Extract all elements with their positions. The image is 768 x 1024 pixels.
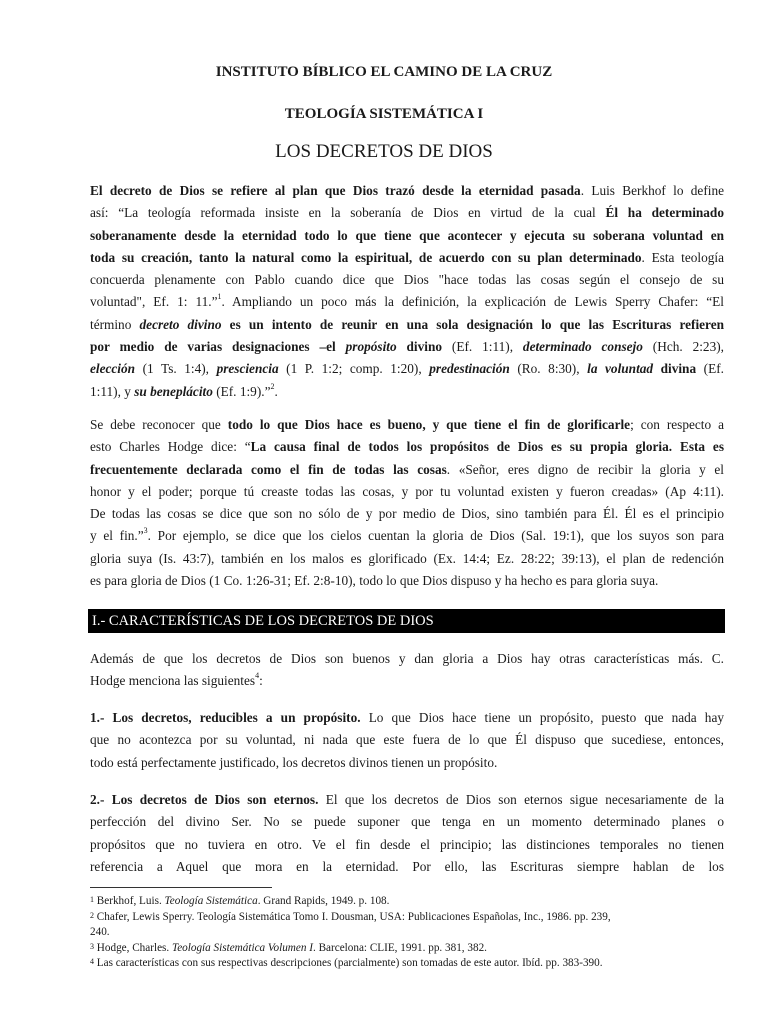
text: concuerda plenamente con Pablo cuando dice que Dios "hace todas las cosas según el consejo de su bbox=[90, 272, 724, 288]
text: (Ro. 8:30), bbox=[509, 361, 588, 377]
bold-italic-text: predestinación bbox=[429, 361, 510, 377]
text: que no acontezca por su voluntad, ni nada que este fuera de lo que Él dispuso que sucediese, entonces, bbox=[90, 732, 724, 748]
footnote-ref: 1 bbox=[217, 292, 222, 302]
text: . Grand Rapids, 1949. p. 108. bbox=[257, 895, 390, 907]
text: Berkhof, Luis. bbox=[94, 895, 165, 907]
bold-italic-text: su beneplácito bbox=[134, 383, 213, 399]
text: Las características con sus respectivas descripciones (parcialmente) son tomadas de este autor. Ibíd. pp. 383-390. bbox=[94, 957, 603, 970]
paragraph-glory-of-god bbox=[90, 414, 724, 592]
bold-text: 2.- Los decretos de Dios son eternos. bbox=[90, 792, 319, 807]
text: (Ef. 1:9).” bbox=[212, 383, 271, 399]
footnote-ref: 3 bbox=[143, 526, 148, 536]
text: El que los decretos de Dios son eternos sigue necesariamente de la bbox=[318, 792, 724, 807]
text: es para gloria de Dios (1 Co. 1:26-31; Ef. 2:8-10), todo lo que Dios dispuso y ha hecho es para gloria suya. bbox=[90, 573, 659, 589]
paragraph-decree-definition bbox=[90, 180, 724, 403]
text: referencia a Aquel que mora en la eternidad. Por ello, las Escrituras siempre hablan de los bbox=[90, 858, 724, 874]
text: . Esta teología bbox=[641, 249, 724, 265]
text: . Luis Berkhof lo define bbox=[580, 183, 724, 198]
text: . Barcelona: CLIE, 1991. pp. 381, 382. bbox=[312, 941, 487, 954]
text: . bbox=[274, 383, 278, 399]
footnote-divider bbox=[90, 887, 272, 888]
bold-text: soberanamente desde la eternidad todo lo que tiene que acontecer y ejecuta su soberana voluntad en bbox=[90, 227, 724, 243]
italic-text: Teología Sistemática bbox=[164, 895, 258, 907]
text: . Por ejemplo, se dice que los cielos cuentan la gloria de Dios (Sal. 19:1), que los suyos son para bbox=[147, 528, 724, 544]
footnote-3 bbox=[90, 941, 730, 957]
paragraph-characteristic-2 bbox=[90, 789, 724, 878]
paragraph-characteristic-1 bbox=[90, 707, 724, 774]
bold-text: divino bbox=[396, 339, 443, 355]
text: (Hch. 2:23), bbox=[642, 339, 724, 355]
page-title: LOS DECRETOS DE DIOS bbox=[275, 141, 493, 162]
text: De todas las cosas se dice que son no sólo de y por medio de Dios, sino también para Él. Él es el principio bbox=[90, 506, 724, 522]
footnote-number: 1 bbox=[90, 895, 94, 904]
bold-italic-text: presciencia bbox=[216, 361, 279, 377]
footnote-4 bbox=[90, 956, 730, 972]
text: todo está perfectamente justificado, los decretos divinos tienen un propósito. bbox=[90, 754, 498, 770]
text: Además de que los decretos de Dios son buenos y dan gloria a Dios hay otras características más. C. bbox=[90, 651, 724, 666]
text: término bbox=[90, 316, 140, 332]
text: (Ef. bbox=[696, 361, 724, 377]
text: así: “La teología reformada insiste en la soberanía de Dios en virtud de la cual bbox=[90, 205, 606, 221]
text: voluntad", Ef. 1: 11.” bbox=[90, 294, 218, 310]
bold-text: Él ha determinado bbox=[605, 205, 724, 221]
text: Chafer, Lewis Sperry. Teología Sistemática Tomo I. Dousman, USA: Publicaciones Españolas, Inc., 1986. pp. 239, bbox=[94, 910, 611, 923]
footnote-1 bbox=[90, 894, 730, 910]
text: : bbox=[259, 673, 263, 689]
institute-title: INSTITUTO BÍBLICO EL CAMINO DE LA CRUZ bbox=[215, 64, 553, 80]
footnote-2-continuation bbox=[90, 925, 730, 941]
text: Hodge, Charles. bbox=[94, 941, 172, 954]
bold-text: es un intento de reunir en una sola designación lo que las Escrituras refieren bbox=[221, 316, 724, 332]
bold-text: toda su creación, tanto la natural como la espiritual, de acuerdo con su plan determinado bbox=[90, 249, 642, 265]
text: . «Señor, eres digno de recibir la gloria y el bbox=[446, 461, 724, 477]
text: esto Charles Hodge dice: “ bbox=[90, 439, 251, 455]
text: perfección del divino Ser. No se puede suponer que tenga en un momento determinado planes o bbox=[90, 814, 724, 830]
text: Lo que Dios hace tiene un propósito, puesto que nada hay bbox=[360, 710, 725, 725]
text: propósitos que no tuviera en otro. Ve el fin desde el principio; las distinciones temporales no tienen bbox=[90, 836, 724, 852]
bold-text: 1.- Los decretos, reducibles a un propósito. bbox=[90, 710, 361, 725]
footnote-ref: 4 bbox=[255, 671, 260, 681]
bold-text: frecuentemente declarada como el fin de todas las cosas bbox=[90, 461, 447, 477]
text: y el fin.” bbox=[90, 528, 144, 544]
bold-italic-text: la voluntad bbox=[587, 361, 654, 377]
text: Se debe reconocer que bbox=[90, 417, 228, 432]
text: gloria suya (Is. 43:7), también en los malos es glorificado (Ex. 14:4; Ez. 28:22; 39:13), el plan de redención bbox=[90, 550, 724, 566]
text: 240. bbox=[90, 926, 110, 939]
text: ; con respecto a bbox=[630, 417, 724, 432]
bold-text: La causa final de todos los propósitos de Dios es su propia gloria. Esta es bbox=[250, 439, 724, 455]
text: Hodge menciona las siguientes bbox=[90, 673, 256, 689]
footnote-number: 3 bbox=[90, 941, 94, 951]
text: (1 P. 1:2; comp. 1:20), bbox=[278, 361, 430, 377]
text: (1 Ts. 1:4), bbox=[135, 361, 217, 377]
footnote-ref: 2 bbox=[270, 381, 275, 391]
footnote-number: 2 bbox=[90, 910, 94, 920]
bold-italic-text: decreto divino bbox=[139, 316, 222, 332]
text: . Ampliando un poco más la definición, la explicación de Lewis Sperry Chafer: “El bbox=[221, 294, 724, 310]
bold-italic-text: propósito bbox=[345, 339, 397, 355]
section-heading-characteristics: I.- CARACTERÍSTICAS DE LOS DECRETOS DE DIOS bbox=[88, 609, 725, 633]
course-title: TEOLOGÍA SISTEMÁTICA I bbox=[284, 106, 484, 122]
bold-text: divina bbox=[653, 361, 697, 377]
bold-text: por medio de varias designaciones –el bbox=[90, 339, 346, 355]
footnote-2 bbox=[90, 910, 730, 926]
bold-italic-text: elección bbox=[90, 361, 136, 377]
paragraph-characteristics-intro bbox=[90, 648, 724, 693]
bold-italic-text: determinado consejo bbox=[522, 339, 643, 355]
text: (Ef. 1:11), bbox=[442, 339, 523, 355]
footnote-number: 4 bbox=[90, 957, 94, 967]
bold-text: todo lo que Dios hace es bueno, y que tiene el fin de glorificarle bbox=[227, 417, 631, 432]
text: honor y el poder; porque tú creaste todas las cosas, y por tu voluntad existen y fueron creadas» (Ap 4:11). bbox=[90, 483, 724, 499]
footnotes bbox=[90, 894, 730, 972]
italic-text: Teología Sistemática Volumen I bbox=[172, 941, 313, 954]
text: 1:11), y bbox=[90, 383, 135, 399]
bold-text: El decreto de Dios se refiere al plan que Dios trazó desde la eternidad pasada bbox=[90, 183, 581, 198]
